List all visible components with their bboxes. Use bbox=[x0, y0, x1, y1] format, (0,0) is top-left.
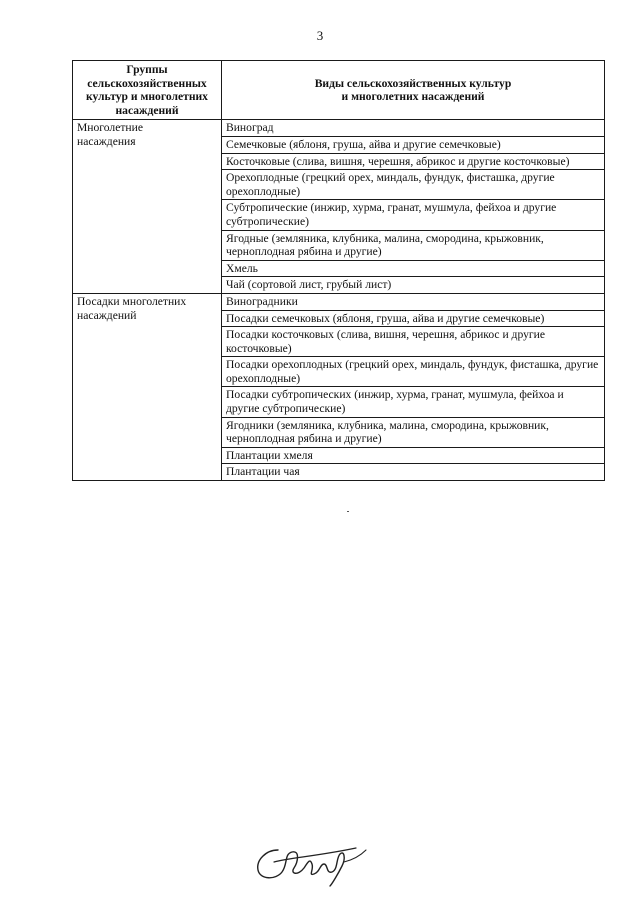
crops-table bbox=[72, 60, 605, 481]
crop-type-cell: Посадки косточковых (слива, вишня, черешня, абрикос и другие косточковые) bbox=[222, 327, 605, 357]
group-name-perennial: Многолетние насаждения bbox=[73, 120, 222, 294]
crop-type-cell: Виноград bbox=[222, 120, 605, 137]
crop-type-cell: Чай (сортовой лист, грубый лист) bbox=[222, 277, 605, 294]
crop-type-cell: Плантации чая bbox=[222, 464, 605, 481]
crop-type-cell: Ягодные (земляника, клубника, малина, смородина, крыжовник, черноплодная рябина и другие) bbox=[222, 230, 605, 260]
table-header-row bbox=[73, 61, 605, 120]
crop-type-cell: Посадки субтропических (инжир, хурма, гранат, мушмула, фейхоа и другие субтропические) bbox=[222, 387, 605, 417]
crop-type-cell: Посадки семечковых (яблоня, груша, айва и другие семечковые) bbox=[222, 310, 605, 327]
signature-image bbox=[248, 828, 378, 888]
table-row bbox=[73, 120, 605, 137]
crop-type-cell: Посадки орехоплодных (грецкий орех, миндаль, фундук, фисташка, другие орехоплодные) bbox=[222, 357, 605, 387]
table-body bbox=[73, 120, 605, 481]
group-name-plantings: Посадки многолетних насаждений bbox=[73, 293, 222, 480]
page-number: 3 bbox=[316, 28, 324, 43]
crop-type-cell: Семечковые (яблоня, груша, айва и другие семечковые) bbox=[222, 136, 605, 153]
header-groups: Группы сельскохозяйственных культур и многолетних насаждений bbox=[73, 61, 222, 120]
crop-type-cell: Плантации хмеля bbox=[222, 447, 605, 464]
crop-type-cell: Хмель bbox=[222, 260, 605, 277]
crop-type-cell: Субтропические (инжир, хурма, гранат, мушмула, фейхоа и другие субтропические) bbox=[222, 200, 605, 230]
crop-type-cell: Ягодники (земляника, клубника, малина, смородина, крыжовник, черноплодная рябина и другие) bbox=[222, 417, 605, 447]
table-row bbox=[73, 293, 605, 310]
crop-type-cell: Виноградники bbox=[222, 293, 605, 310]
crop-type-cell: Орехоплодные (грецкий орех, миндаль, фундук, фисташка, другие орехоплодные) bbox=[222, 170, 605, 200]
header-types: Виды сельскохозяйственных культур и многолетних насаждений bbox=[222, 61, 605, 120]
crop-type-cell: Косточковые (слива, вишня, черешня, абрикос и другие косточковые) bbox=[222, 153, 605, 170]
scan-dot bbox=[347, 511, 349, 512]
